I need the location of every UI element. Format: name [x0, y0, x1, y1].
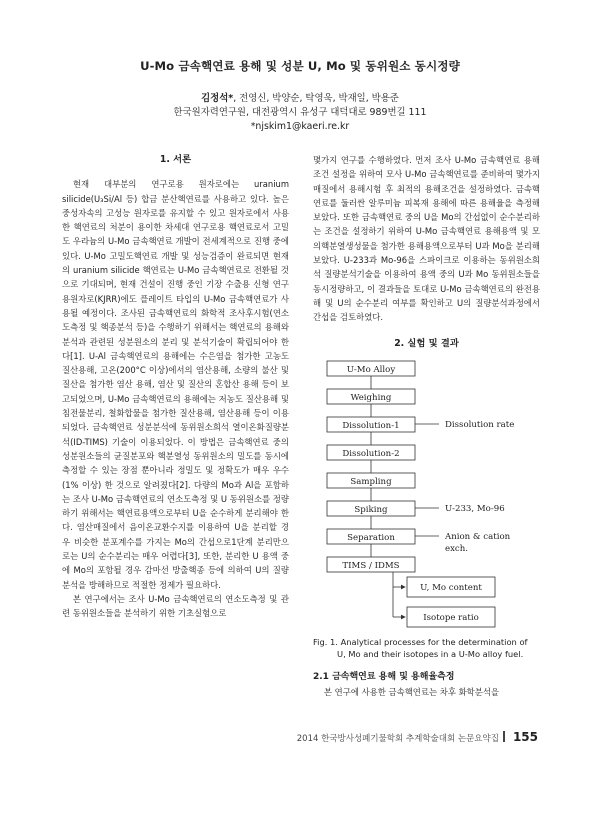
flow-note-spike-isotopes: U-233, Mo-96	[445, 503, 505, 514]
flow-note-exchange-2: exch.	[445, 543, 469, 554]
section-heading-experiment: 2. 실험 및 결과	[394, 337, 459, 349]
author-block	[0, 92, 600, 134]
flow-label-weighing: Weighing	[350, 392, 392, 403]
flow-note-exchange-1: Anion & cation	[445, 531, 511, 542]
intro-paragraph-1: 현재 대부분의 연구로용 원자로에는 uranium silicide(U₃Si/Al 등) 합금 분산핵연료를 사용하고 있다. 높은 중성자속의 고성능 원자로를 유지할 수 있고 원자로에서 사용한 핵연료의 처분이 용이한 차세대 연구로용 핵연료로서 고밀도 우라늄의 U-Mo 금속핵연료 개발이 전세계적으로 진행 중에 있다. U-Mo 고밀도핵연료 개발 및 성능검증이 완료되면 현재의 uranium silicide 핵연료는 U-Mo 금속핵연료로 전환될 것으로 기대되며, 현재 건설이 진행 중인 기장 수출용 신형 연구용원자로(KJRR)에도 플레이트 타입의 U-Mo 금속핵연료가 사용될 예정이다. 조사된 금속핵연료의 화학적 조사후시험(연소도측정 및 핵종분석 등)을 수행하기 위해서는 핵연료의 용해와 분석과 관련된 성분원소의 분리 및 분석기술이 확립되어야 한다[1]. U-Al 금속핵연료의 용해에는 수은염을 첨가한 고농도 질산용해, 고온(200°C 이상)에서의 염산용해, 소량의 불산 및 질산을 첨가한 염산 용해, 염산 및 질산의 혼합산 용해 등이 보고되었으며, U-Mo 금속핵연료의 용해에는 저농도 질산용해 및 침전물분리, 철화합물을 첨가한 질산용해, 염산용해 등이 이용되었다. 금속핵연료 성분분석에 동위원소희석 열이온화질량분석(ID-TIMS) 기술이 이용되었다. 이 방법은 금속핵연료 중의 성분원소들의 균질분포와 핵분열성 동위원소의 밀도를 동시에 측정할 수 있는 장점 뿐아니라 정밀도 및 정확도가 매우 우수(1% 이상) 한 것으로 알려졌다[2]. 다량의 Mo과 Al을 포함하는 조사 U-Mo 금속핵연료의 연소도측정 및 U 동위원소를 정량하기 위해서는 핵연료용액으로부터 U을 순수하게 분리해야 한다. 염산매질에서 음이온교환수지를 이용하여 U을 분리할 경우 비슷한 분포계수를 가지는 Mo의 간섭으로1단계 분리만으로는 U의 순수분리는 매우 어렵다[3], 또한, 분리한 U 용액 중에 Mo의 포함될 경우 감마선 방출핵종 등에 의하여 U의 질량분석을 방해하므로 적절한 정제가 필요하다.	[62, 179, 289, 590]
footer-text: 2014 한국방사성폐기물학회 추계학술대회 논문요약집	[296, 734, 499, 744]
caption-line-2: U, Mo and their isotopes in a U-Mo alloy fuel.	[337, 649, 524, 660]
flowchart-svg	[313, 359, 540, 634]
section-heading-introduction: 1. 서론	[159, 154, 192, 165]
co-authors: , 전영신, 박양순, 탁영욱, 박재일, 박용준	[233, 93, 399, 104]
email: *njskim1@kaeri.re.kr	[250, 121, 350, 132]
intro-paragraph-continued: 몇가지 연구를 수행하였다. 먼저 조사 U-Mo 금속핵연료 용해조건 설정을 위하여 모사 U-Mo 금속핵연료를 준비하여 몇가지 매질에서 용해시험 후 최적의 용해조건을 설정하였다. 금속핵연료를 둘러싼 알루미늄 피복재 용해에 따른 용해율을 측정해 보았다. 또한 금속핵연료 중의 U을 Mo의 간섭없이 순수분리하는 조건을 설정하기 위하여 U-Mo 금속핵연료 용해용액 및 모의핵분열생성물을 첨가한 용해용액으로부터 U과 Mo을 분리해 보았다. U-233과 Mo-96을 스파이크로 이용하는 동위원소희석 질량분석기술을 이용하여 용액 중의 U과 Mo 동위원소들을 동시정량하고, 이 결과들을 토대로 U-Mo 금속핵연료의 완전용해 및 U의 순수분리 여부를 확인하고 U의 질량분석과정에서 간섭을 검토하였다.	[313, 155, 540, 323]
flow-label-isotope: Isotope ratio	[423, 612, 479, 623]
subsection-paragraph: 본 연구에 사용한 금속핵연료는 차후 화학분석을	[323, 686, 500, 697]
figure-caption	[313, 636, 540, 660]
flow-label-sampling: Sampling	[350, 476, 392, 487]
flow-label-dissolution-2: Dissolution-2	[342, 448, 400, 459]
flow-label-separation: Separation	[347, 532, 395, 543]
flow-label-alloy: U-Mo Alloy	[346, 364, 396, 375]
page-footer	[297, 730, 538, 744]
flow-label-spiking: Spiking	[354, 504, 388, 515]
flow-label-tims: TIMS / IDMS	[342, 560, 400, 571]
intro-paragraph-2: 본 연구에서는 조사 U-Mo 금속핵연료의 연소도측정 및 관련 동위원소들을 분석하기 위한 기초실험으로	[62, 593, 289, 619]
flow-label-content: U, Mo content	[420, 582, 482, 593]
left-column	[62, 153, 289, 621]
page-number: 155	[512, 730, 538, 744]
affiliation: 한국원자력연구원, 대전광역시 유성구 대덕대로 989번길 111	[173, 107, 427, 118]
footer-divider	[503, 731, 505, 742]
paper-title: U-Mo 금속핵연료 용해 및 성분 U, Mo 및 동위원소 동시정량	[140, 59, 460, 73]
flowchart	[313, 359, 540, 634]
author-line	[0, 92, 600, 106]
flow-note-dissolution-rate: Dissolution rate	[445, 419, 515, 430]
right-column	[313, 153, 540, 699]
caption-line-1: Fig. 1. Analytical processes for the determination of	[313, 636, 528, 647]
main-author: 김정석*	[201, 93, 234, 104]
subsection-heading: 2.1 금속핵연료 용해 및 용해율측정	[313, 672, 455, 683]
flow-label-dissolution-1: Dissolution-1	[342, 420, 400, 431]
